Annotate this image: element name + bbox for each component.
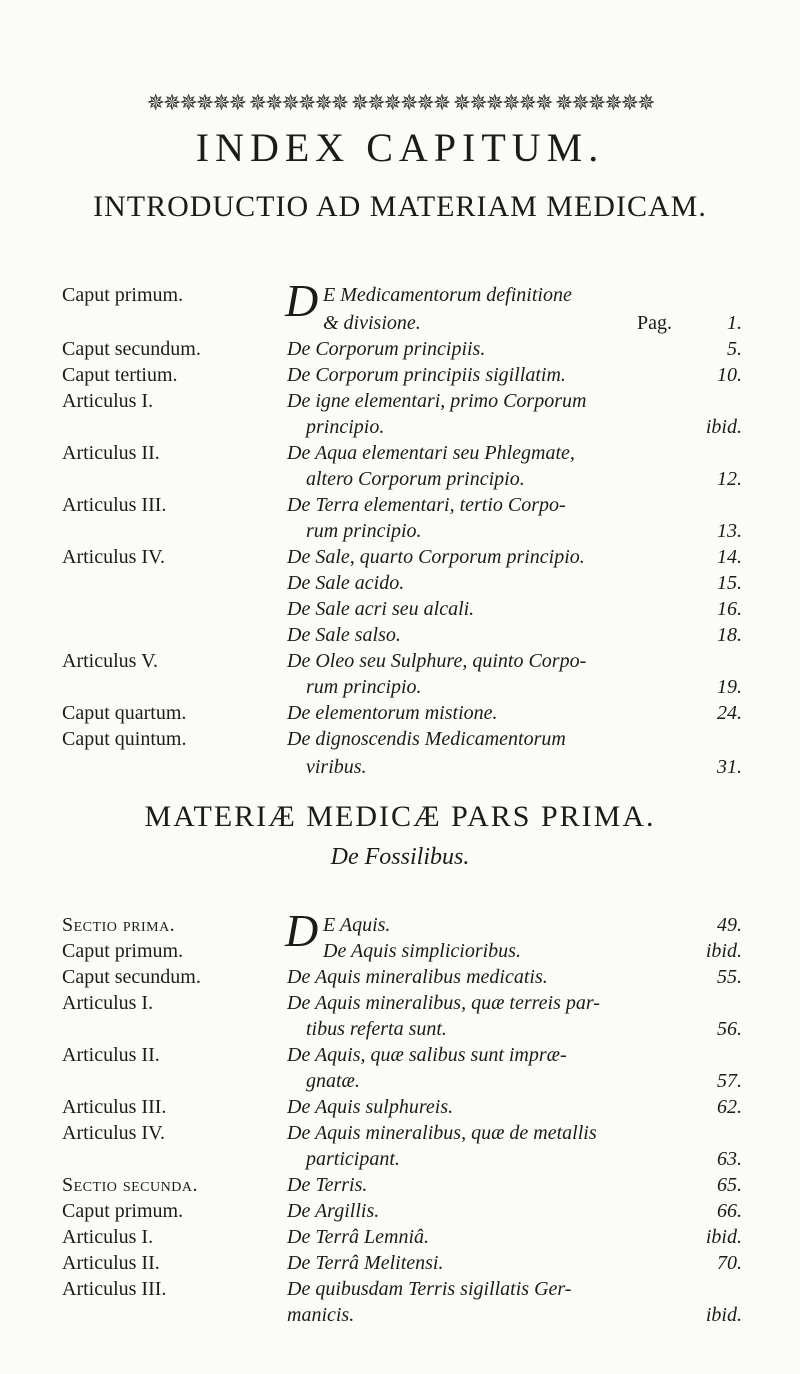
entry-title: De igne elementari, primo Corporum <box>287 390 587 412</box>
entry-title: De Aqua elementari seu Phlegmate, <box>287 442 575 464</box>
entry-title: De Corporum principiis sigillatim. <box>287 364 566 386</box>
entry-label: Articulus V. <box>62 650 158 672</box>
entry-title: De Terrâ Lemniâ. <box>287 1226 430 1248</box>
entry-label: Caput primum. <box>62 940 184 962</box>
index-row <box>0 756 800 792</box>
entry-title: De quibusdam Terris sigillatis Ger- <box>287 1278 572 1300</box>
pag-label: Pag. <box>637 312 672 334</box>
entry-page: ibid. <box>705 1226 742 1248</box>
entry-page: 70. <box>717 1252 742 1274</box>
entry-page: 14. <box>717 546 742 568</box>
entry-label: Caput secundum. <box>62 966 201 988</box>
part-heading: MATERIÆ MEDICÆ PARS PRIMA. <box>144 800 656 833</box>
entry-title: De Oleo seu Sulphure, quinto Corpo- <box>287 650 587 672</box>
entry-title: & divisione. <box>323 312 421 334</box>
entry-page: 66. <box>717 1200 742 1222</box>
entry-title: De Aquis sulphureis. <box>287 1096 454 1118</box>
entry-page: 1. <box>727 312 742 334</box>
entry-page: 10. <box>717 364 742 386</box>
entry-title: De Aquis simplicioribus. <box>323 940 521 962</box>
entry-label: Articulus IV. <box>62 546 165 568</box>
entry-label: Articulus I. <box>62 992 154 1014</box>
entry-page: 62. <box>717 1096 742 1118</box>
entry-title: E Aquis. <box>323 914 391 936</box>
entry-title: De dignoscendis Medicamentorum <box>287 728 566 750</box>
entry-page: ibid. <box>705 416 742 438</box>
entry-title: De Aquis mineralibus, quæ terreis par- <box>287 992 600 1014</box>
entry-title: De Terra elementari, tertio Corpo- <box>287 494 566 516</box>
entry-label: Articulus III. <box>62 1096 167 1118</box>
entry-title: manicis. <box>287 1304 355 1326</box>
entry-title: rum principio. <box>306 676 422 698</box>
entry-title: De Argillis. <box>287 1200 380 1222</box>
entry-page: 57. <box>717 1070 742 1092</box>
entry-page: 31. <box>717 756 742 778</box>
entry-label: Articulus II. <box>62 442 160 464</box>
entry-title: viribus. <box>306 756 367 778</box>
entry-label: Sectio secunda. <box>62 1174 198 1196</box>
entry-title: De Terrâ Melitensi. <box>287 1252 444 1274</box>
index-row <box>0 1304 800 1340</box>
entry-label: Caput primum. <box>62 1200 184 1222</box>
entry-title: participant. <box>306 1148 400 1170</box>
entry-label: Caput quintum. <box>62 728 187 750</box>
entry-page: 12. <box>717 468 742 490</box>
entry-title: altero Corporum principio. <box>306 468 525 490</box>
entry-title: De Aquis, quæ salibus sunt impræ- <box>287 1044 567 1066</box>
entry-label: Articulus II. <box>62 1044 160 1066</box>
entry-title: De Sale acri seu alcali. <box>287 598 475 620</box>
drop-cap: D <box>285 275 319 326</box>
entry-title: De Aquis mineralibus medicatis. <box>287 966 548 988</box>
entry-label: Caput quartum. <box>62 702 187 724</box>
entry-page: 56. <box>717 1018 742 1040</box>
entry-label: Articulus IV. <box>62 1122 165 1144</box>
entry-title: De Aquis mineralibus, quæ de metallis <box>287 1122 597 1144</box>
entry-title: De Terris. <box>287 1174 368 1196</box>
entry-page: ibid. <box>705 1304 742 1326</box>
entry-page: 13. <box>717 520 742 542</box>
drop-cap: D <box>285 905 319 956</box>
entry-label: Articulus III. <box>62 494 167 516</box>
entry-title: De Sale acido. <box>287 572 405 594</box>
entry-label: Sectio prima. <box>62 914 176 936</box>
entry-page: 19. <box>717 676 742 698</box>
entry-title: De elementorum mistione. <box>287 702 498 724</box>
entry-title: rum principio. <box>306 520 422 542</box>
entry-title: De Corporum principiis. <box>287 338 486 360</box>
entry-page: 18. <box>717 624 742 646</box>
entry-page: 55. <box>717 966 742 988</box>
entry-label: Caput secundum. <box>62 338 201 360</box>
part-subheading: De Fossilibus. <box>330 844 470 870</box>
entry-title: De Sale salso. <box>287 624 401 646</box>
entry-page: ibid. <box>705 940 742 962</box>
entry-page: 16. <box>717 598 742 620</box>
header-ornament: ✵✵✵✵✵✵ ✵✵✵✵✵✵ ✵✵✵✵✵✵ ✵✵✵✵✵✵ ✵✵✵✵✵✵ <box>146 90 654 115</box>
entry-label: Caput primum. <box>62 284 184 306</box>
entry-page: 15. <box>717 572 742 594</box>
entry-page: 5. <box>727 338 742 360</box>
entry-title: gnatæ. <box>306 1070 360 1092</box>
entry-label: Caput tertium. <box>62 364 178 386</box>
entry-title: De Sale, quarto Corporum principio. <box>287 546 585 568</box>
entry-label: Articulus III. <box>62 1278 167 1300</box>
entry-title: tibus referta sunt. <box>306 1018 447 1040</box>
entry-label: Articulus I. <box>62 1226 154 1248</box>
entry-label: Articulus II. <box>62 1252 160 1274</box>
introduction-heading: INTRODUCTIO AD MATERIAM MEDICAM. <box>93 190 707 223</box>
entry-page: 24. <box>717 702 742 724</box>
entry-page: 65. <box>717 1174 742 1196</box>
entry-title: E Medicamentorum definitione <box>323 284 572 306</box>
entry-page: 63. <box>717 1148 742 1170</box>
entry-label: Articulus I. <box>62 390 154 412</box>
entry-title: principio. <box>306 416 385 438</box>
page-title: INDEX CAPITUM. <box>195 125 605 170</box>
entry-page: 49. <box>717 914 742 936</box>
